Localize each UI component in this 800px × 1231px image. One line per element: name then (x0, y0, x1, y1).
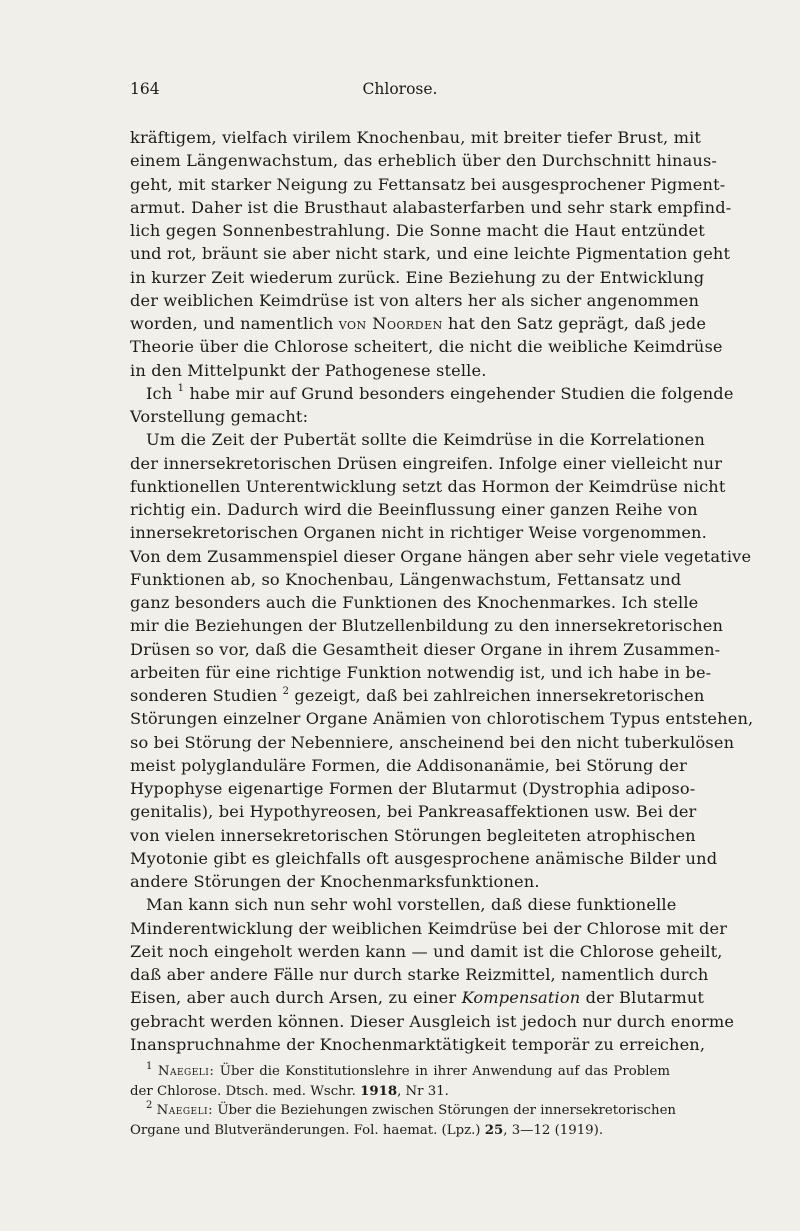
text-line: daß aber andere Fälle nur durch starke Reizmittel, namentlich durch (130, 965, 709, 984)
footnote-line (130, 1062, 670, 1082)
text-line: lich gegen Sonnenbestrahlung. Die Sonne macht die Haut entzündet (130, 221, 705, 240)
paragraph-3 (130, 428, 754, 893)
footnotes (130, 1060, 676, 1140)
footnote-ref: 2 (282, 685, 290, 697)
text-line: Um die Zeit der Pubertät sollte die Keimdrüse in die Korrelationen (146, 430, 705, 450)
text-line: innersekretorischen Organen nicht in richtiger Weise vorgenommen. (130, 523, 707, 543)
text-line: Von dem Zusammenspiel dieser Organe hängen aber sehr viele vegetative (130, 546, 752, 566)
text-line: in kurzer Zeit wiederum zurück. Eine Beziehung zu der Entwicklung (130, 267, 705, 287)
text-fragment: Eisen, aber auch durch Arsen, zu einer (130, 988, 462, 1008)
text-line: Minderentwicklung der weiblichen Keimdrüse bei der Chlorose mit der (130, 918, 728, 938)
text-line: mir die Beziehungen der Blutzellenbildung zu den innersekretorischen (130, 616, 724, 636)
text-fragment: der Blutarmut (580, 988, 705, 1008)
text-line: gebracht werden können. Dieser Ausgleich ist jedoch nur durch enorme (130, 1011, 735, 1031)
text-line (130, 986, 705, 1009)
footnote-line (130, 1099, 676, 1121)
text-line: Vorstellung gemacht: (130, 407, 309, 426)
text-line: einem Längenwachstum, das erheblich über den Durchschnitt hinaus- (130, 151, 718, 171)
text-fragment: Über die Beziehungen zwischen Störungen der innersekretorischen (213, 1103, 676, 1118)
paragraph-2 (130, 382, 734, 429)
text-line: richtig ein. Dadurch wird die Beeinflussung einer ganzen Reihe von (130, 500, 698, 519)
footnote-marker: 2 (146, 1099, 153, 1111)
text-line: funktionellen Unterentwicklung setzt das Hormon der Keimdrüse nicht (130, 476, 726, 496)
body-text (130, 126, 754, 1056)
text-fragment: , Nr 31. (397, 1083, 449, 1099)
footnote-2 (130, 1099, 676, 1140)
text-line: Funktionen ab, so Knochenbau, Längenwachstum, Fettansatz und (130, 569, 682, 589)
text-line: von vielen innersekretorischen Störungen begleiteten atrophischen (130, 825, 696, 845)
text-line: kräftigem, vielfach virilem Knochenbau, mit breiter tiefer Brust, mit (130, 128, 702, 147)
footnote-line (130, 1121, 670, 1141)
text-line: armut. Daher ist die Brusthaut alabasterfarben und sehr stark empfind- (130, 197, 732, 217)
footnote-ref: 1 (177, 383, 185, 395)
text-line: Myotonie gibt es gleichfalls oft ausgesprochene anämische Bilder und (130, 848, 718, 868)
text-line: und rot, bräunt sie aber nicht stark, und eine leichte Pigmentation geht (130, 244, 731, 264)
text-line: der innersekretorischen Drüsen eingreifen. Infolge einer vielleicht nur (130, 453, 723, 473)
text-line: in den Mittelpunkt der Pathogenese stelle. (130, 360, 487, 380)
footnote-author: Naegeli: (157, 1064, 215, 1079)
text-fragment: Ich (146, 383, 178, 403)
text-line: andere Störungen der Knochenmarksfunktionen. (130, 872, 540, 891)
author-name-smallcaps: von Noorden (338, 314, 443, 333)
text-fragment: Über die Konstitutionslehre in ihrer Anwendung auf das Problem (214, 1064, 670, 1079)
text-line: Theorie über die Chlorose scheitert, die nicht die weibliche Keimdrüse (130, 337, 723, 357)
text-line: geht, mit starker Neigung zu Fettansatz bei ausgesprochener Pigment- (130, 174, 726, 194)
footnote-line (130, 1082, 670, 1102)
text-line (130, 684, 705, 707)
text-line: Störungen einzelner Organe Anämien von chlorotischem Typus entstehen, (130, 709, 754, 729)
text-line: so bei Störung der Nebenniere, anscheinend bei den nicht tuberkulösen (130, 732, 735, 752)
running-title: Chlorose. (362, 80, 438, 98)
text-line: ganz besonders auch die Funktionen des Knochenmarkes. Ich stelle (130, 593, 699, 612)
page-number: 164 (130, 80, 160, 98)
text-fragment: hat den Satz geprägt, daß jede (442, 314, 707, 333)
text-fragment: der Chlorose. Dtsch. med. Wschr. (130, 1083, 361, 1099)
text-line: der weiblichen Keimdrüse ist von alters her als sicher angenommen (130, 290, 700, 310)
text-line: Inanspruchnahme der Knochenmarktätigkeit temporär zu erreichen, (130, 1034, 706, 1054)
page-header (130, 80, 670, 102)
text-fragment: worden, und namentlich (130, 314, 339, 333)
paragraph-4 (130, 893, 735, 1056)
footnote-1 (130, 1062, 670, 1101)
text-line: Hypophyse eigenartige Formen der Blutarmut (Dystrophia adiposo- (130, 779, 696, 798)
text-fragment: sonderen Studien (130, 686, 283, 705)
text-line: genitalis), bei Hypothyreosen, bei Pankreasaffektionen usw. Bei der (130, 802, 697, 822)
footnote-volume: 25 (484, 1122, 504, 1138)
text-line (130, 312, 707, 335)
text-fragment: Organe und Blutveränderungen. Fol. haemat. (Lpz.) (130, 1122, 485, 1138)
footnote-author: Naegeli: (156, 1103, 214, 1118)
text-line: meist polyglanduläre Formen, die Addisonanämie, bei Störung der (130, 755, 687, 775)
text-line (130, 382, 734, 405)
text-fragment: , 3—12 (1919). (503, 1122, 604, 1138)
footnote-marker: 1 (146, 1060, 153, 1072)
text-fragment: habe mir auf Grund besonders eingehender Studien die folgende (184, 383, 734, 403)
text-line: Zeit noch eingeholt werden kann — und damit ist die Chlorose geheilt, (130, 941, 723, 961)
paragraph-1 (130, 126, 732, 382)
emphasis-term: Kompensation (461, 988, 581, 1008)
text-fragment: gezeigt, daß bei zahlreichen innersekretorischen (289, 686, 705, 705)
text-line: arbeiten für eine richtige Funktion notwendig ist, und ich habe in be- (130, 662, 712, 682)
footnote-year: 1918 (360, 1083, 398, 1099)
text-line: Drüsen so vor, daß die Gesamtheit dieser Organe in ihrem Zusammen- (130, 639, 721, 659)
text-line: Man kann sich nun sehr wohl vorstellen, daß diese funktionelle (146, 895, 677, 915)
